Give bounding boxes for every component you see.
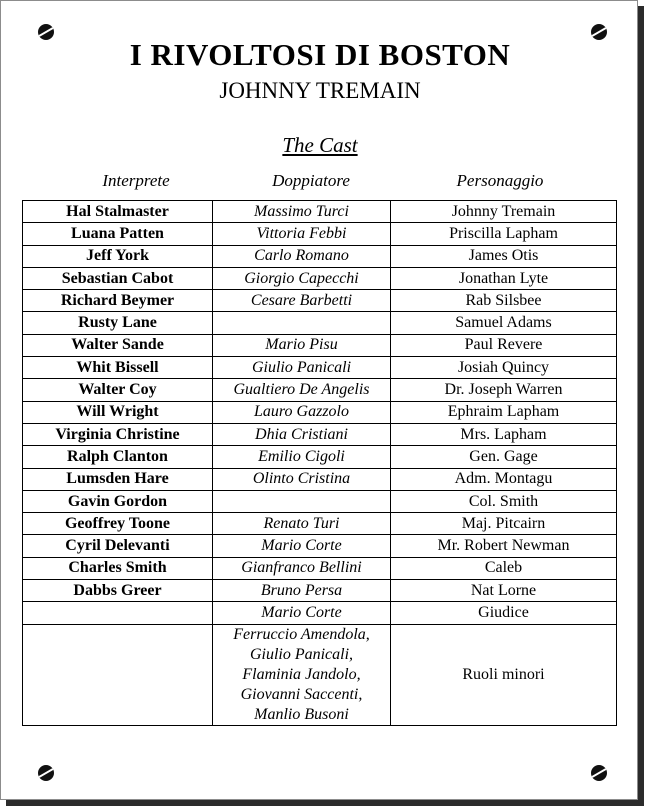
table-cell-character: Gen. Gage bbox=[391, 446, 617, 468]
table-cell-character: Dr. Joseph Warren bbox=[391, 379, 617, 401]
table-row bbox=[23, 557, 617, 579]
table-cell-character: Jonathan Lyte bbox=[391, 267, 617, 289]
screw-icon bbox=[591, 765, 607, 781]
minor-dubber: Giovanni Saccenti, bbox=[240, 685, 363, 703]
table-row bbox=[23, 245, 617, 267]
table-row bbox=[23, 401, 617, 423]
table-cell-dubber: Mario Corte bbox=[213, 535, 391, 557]
table-row bbox=[23, 602, 617, 624]
minor-dubber: Giulio Panicali, bbox=[249, 645, 354, 663]
table-cell-dubber: Renato Turi bbox=[213, 513, 391, 535]
column-header-dubber: Doppiatore bbox=[272, 171, 350, 190]
minor-roles-row bbox=[23, 624, 617, 725]
table-cell-actor: Gavin Gordon bbox=[23, 490, 213, 512]
page-subtitle: JOHNNY TREMAIN bbox=[219, 78, 421, 103]
table-cell-actor: Dabbs Greer bbox=[23, 580, 213, 602]
table-cell-actor: Charles Smith bbox=[23, 557, 213, 579]
cast-table bbox=[22, 200, 617, 726]
table-row bbox=[23, 446, 617, 468]
table-row bbox=[23, 490, 617, 512]
table-cell-dubber: Giorgio Capecchi bbox=[213, 267, 391, 289]
table-cell-actor: Virginia Christine bbox=[23, 423, 213, 445]
table-cell-actor: Will Wright bbox=[23, 401, 213, 423]
table-row bbox=[23, 267, 617, 289]
table-row bbox=[23, 468, 617, 490]
table-row bbox=[23, 535, 617, 557]
table-row bbox=[23, 513, 617, 535]
table-row bbox=[23, 379, 617, 401]
table-row bbox=[23, 423, 617, 445]
table-row bbox=[23, 580, 617, 602]
table-cell-dubber: Giulio Panicali bbox=[213, 357, 391, 379]
table-cell-actor: Cyril Delevanti bbox=[23, 535, 213, 557]
minor-dubber: Manlio Busoni bbox=[254, 705, 349, 723]
column-header-actor: Interprete bbox=[102, 171, 170, 190]
table-cell-dubber: Massimo Turci bbox=[213, 201, 391, 223]
table-cell-dubber: Dhia Cristiani bbox=[213, 423, 391, 445]
table-cell-dubber: Vittoria Febbi bbox=[213, 223, 391, 245]
table-cell-character: Johnny Tremain bbox=[391, 201, 617, 223]
table-cell-character: James Otis bbox=[391, 245, 617, 267]
table-cell-dubber bbox=[213, 490, 391, 512]
table-cell-actor: Walter Coy bbox=[23, 379, 213, 401]
table-cell-actor: Hal Stalmaster bbox=[23, 201, 213, 223]
table-cell-actor: Luana Patten bbox=[23, 223, 213, 245]
table-cell-character: Samuel Adams bbox=[391, 312, 617, 334]
table-cell-actor: Jeff York bbox=[23, 245, 213, 267]
table-cell-actor: Ralph Clanton bbox=[23, 446, 213, 468]
table-cell-actor: Walter Sande bbox=[23, 334, 213, 356]
table-row bbox=[23, 223, 617, 245]
screw-icon bbox=[38, 765, 54, 781]
table-row bbox=[23, 312, 617, 334]
table-cell-actor: Whit Bissell bbox=[23, 357, 213, 379]
table-row bbox=[23, 201, 617, 223]
table-cell-character: Ruoli minori bbox=[391, 624, 617, 725]
table-cell-character: Giudice bbox=[391, 602, 617, 624]
table-cell-dubber bbox=[213, 312, 391, 334]
table-cell-dubber: Mario Corte bbox=[213, 602, 391, 624]
table-row bbox=[23, 334, 617, 356]
table-cell-character: Mrs. Lapham bbox=[391, 423, 617, 445]
cast-heading: The Cast bbox=[282, 133, 358, 157]
table-cell-character: Col. Smith bbox=[391, 490, 617, 512]
table-cell-character: Josiah Quincy bbox=[391, 357, 617, 379]
table-cell-actor bbox=[23, 602, 213, 624]
table-cell-dubber: Mario Pisu bbox=[213, 334, 391, 356]
table-cell-dubber: Gianfranco Bellini bbox=[213, 557, 391, 579]
minor-dubber: Flaminia Jandolo, bbox=[242, 665, 361, 683]
table-cell-dubber: Bruno Persa bbox=[213, 580, 391, 602]
minor-dubber: Ferruccio Amendola, bbox=[233, 625, 370, 643]
column-header-character: Personaggio bbox=[456, 171, 544, 190]
table-cell-actor: Rusty Lane bbox=[23, 312, 213, 334]
table-cell-actor: Lumsden Hare bbox=[23, 468, 213, 490]
table-cell-actor: Geoffrey Toone bbox=[23, 513, 213, 535]
table-cell-character: Nat Lorne bbox=[391, 580, 617, 602]
table-cell-actor bbox=[23, 624, 213, 725]
table-cell-character: Adm. Montagu bbox=[391, 468, 617, 490]
table-row bbox=[23, 290, 617, 312]
table-cell-dubber: Carlo Romano bbox=[213, 245, 391, 267]
table-cell-character: Mr. Robert Newman bbox=[391, 535, 617, 557]
cast-table-body bbox=[23, 201, 617, 726]
table-row bbox=[23, 357, 617, 379]
page-title: I RIVOLTOSI DI BOSTON bbox=[129, 37, 511, 72]
table-cell-dubber: Gualtiero De Angelis bbox=[213, 379, 391, 401]
table-cell-actor: Richard Beymer bbox=[23, 290, 213, 312]
table-cell-dubber: Emilio Cigoli bbox=[213, 446, 391, 468]
table-cell-dubber: Lauro Gazzolo bbox=[213, 401, 391, 423]
table-cell-dubber bbox=[213, 624, 391, 725]
table-cell-character: Ephraim Lapham bbox=[391, 401, 617, 423]
table-cell-character: Rab Silsbee bbox=[391, 290, 617, 312]
table-cell-actor: Sebastian Cabot bbox=[23, 267, 213, 289]
table-cell-dubber: Cesare Barbetti bbox=[213, 290, 391, 312]
table-cell-character: Caleb bbox=[391, 557, 617, 579]
table-cell-character: Paul Revere bbox=[391, 334, 617, 356]
table-cell-dubber: Olinto Cristina bbox=[213, 468, 391, 490]
table-cell-character: Priscilla Lapham bbox=[391, 223, 617, 245]
table-cell-character: Maj. Pitcairn bbox=[391, 513, 617, 535]
